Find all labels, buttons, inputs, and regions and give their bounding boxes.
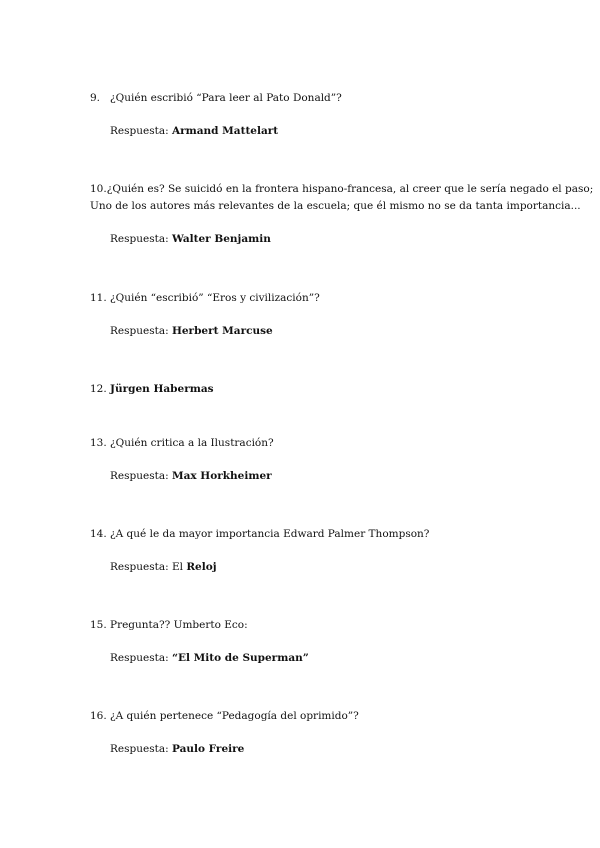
answer-label: Respuesta: El — [110, 561, 187, 573]
answer-value: Reloj — [186, 561, 217, 573]
question-15 — [90, 617, 550, 667]
question-title: Jürgen Habermas — [110, 383, 214, 395]
question-13 — [90, 435, 550, 485]
question-11 — [90, 290, 550, 340]
answer — [110, 468, 550, 485]
answer — [110, 123, 550, 140]
question-text: Pregunta?? Umberto Eco: — [110, 619, 248, 631]
answer — [110, 231, 550, 248]
question-number: 10. — [90, 183, 107, 195]
answer — [110, 741, 550, 758]
question-number: 16. — [90, 710, 107, 722]
question-text-continued: Uno de los autores más relevantes de la escuela; que él mismo no se da tanta importancia... — [90, 200, 581, 212]
answer-label: Respuesta: — [110, 233, 172, 245]
answer-value: Armand Mattelart — [171, 125, 279, 137]
question-text: ¿Quién escribió “Para leer al Pato Donald”? — [110, 92, 342, 104]
question-number: 12. — [90, 383, 107, 395]
answer-value: Paulo Freire — [171, 743, 245, 755]
question-number: 13. — [90, 437, 107, 449]
question-number: 9. — [90, 92, 101, 104]
question-text: ¿A qué le da mayor importancia Edward Palmer Thompson? — [110, 528, 430, 540]
answer-label: Respuesta: — [110, 652, 172, 664]
question-number: 15. — [90, 619, 107, 631]
answer-value: Herbert Marcuse — [171, 325, 273, 337]
answer-label: Respuesta: — [110, 470, 172, 482]
question-text: ¿Quién es? Se suicidó en la frontera hispano-francesa, al creer que le sería negado el paso; — [106, 183, 594, 195]
answer-value: Max Horkheimer — [171, 470, 272, 482]
question-text: ¿Quién “escribió” “Eros y civilización”? — [110, 292, 320, 304]
question-12 — [90, 381, 550, 398]
question-number: 11. — [90, 292, 107, 304]
answer-label: Respuesta: — [110, 125, 172, 137]
question-14 — [90, 526, 550, 576]
answer-label: Respuesta: — [110, 743, 172, 755]
answer — [110, 559, 550, 576]
answer — [110, 323, 550, 340]
question-text: ¿A quién pertenece “Pedagogía del oprimido”? — [110, 710, 359, 722]
answer-value: “El Mito de Superman” — [171, 652, 309, 664]
question-10 — [90, 181, 594, 248]
question-number: 14. — [90, 528, 107, 540]
question-9 — [90, 90, 550, 140]
question-16 — [90, 708, 550, 758]
answer-value: Walter Benjamin — [171, 233, 271, 245]
question-text: ¿Quién critica a la Ilustración? — [110, 437, 274, 449]
answer — [110, 650, 550, 667]
answer-label: Respuesta: — [110, 325, 172, 337]
